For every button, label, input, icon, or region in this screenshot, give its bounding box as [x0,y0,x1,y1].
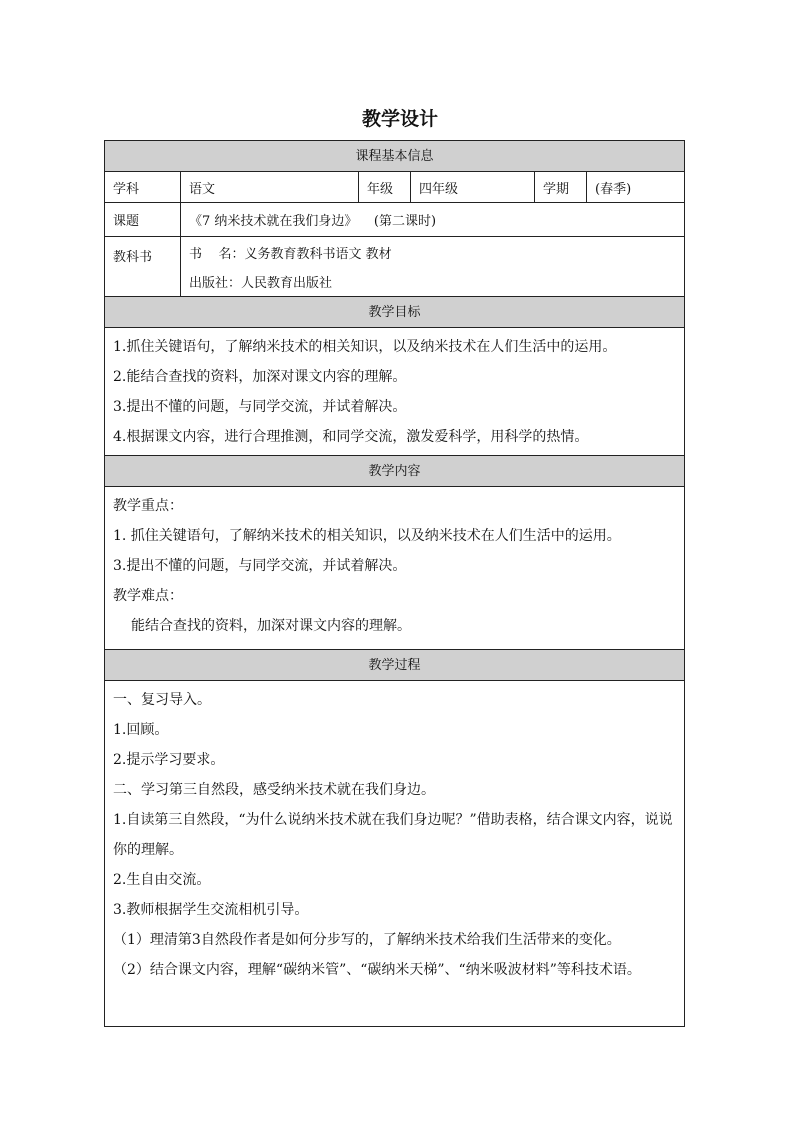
process-block [105,681,684,1026]
goal-item: 1.抓住关键语句，了解纳米技术的相关知识，以及纳米技术在人们生活中的运用。 [113,339,617,355]
textbook-label: 教科书 [105,237,181,296]
content-block [105,487,684,650]
subject-label: 学科 [105,172,181,202]
process-step: （2）结合课文内容，理解“碳纳米管”、“碳纳米天梯”、“纳米吸波材料”等科技术语。 [113,962,641,978]
publisher: 出版社：人民教育出版社 [189,275,333,291]
info-row [105,172,684,203]
term-value: (春季) [595,181,632,197]
topic-row [105,203,684,237]
process-step: 2.生自由交流。 [113,872,211,888]
topic-value: 《7 纳米技术就在我们身边》 (第二课时) [189,214,437,229]
goal-item: 3.提出不懂的问题，与同学交流，并试着解决。 [113,399,407,415]
process-step: 1.自读第三自然段，“为什么说纳米技术就在我们身边呢？”借助表格，结合课文内容，说说你的理解。 [113,812,673,858]
grade-value: 四年级 [411,172,535,202]
book-name: 书 名：义务教育教科书语文 教材 [189,246,392,262]
process-step: 1.回顾。 [113,722,169,738]
term-label: 学期 [535,172,587,202]
process-step: （1）理清第3自然段作者是如何分步写的，了解纳米技术给我们生活带来的变化。 [113,932,621,948]
textbook-details [181,237,684,296]
section-header-basic-info: 课程基本信息 [105,141,684,172]
process-step: 2.提示学习要求。 [113,752,225,768]
lesson-plan-table [104,140,685,1027]
textbook-row [105,237,684,297]
subject-value: 语文 [181,172,359,202]
grade-label: 年级 [359,172,411,202]
key-points-label: 教学重点： [113,498,183,514]
difficult-point-item: 能结合查找的资料，加深对课文内容的理解。 [131,618,411,634]
process-step: 3.教师根据学生交流相机引导。 [113,902,309,918]
key-point-item: 3.提出不懂的问题，与同学交流，并试着解决。 [113,558,407,574]
section-header-process: 教学过程 [105,650,684,681]
topic-label: 课题 [105,203,181,236]
goals-block [105,328,684,456]
document-title: 教学设计 [361,108,438,130]
process-step: 一、复习导入。 [113,692,211,708]
goal-item: 2.能结合查找的资料，加深对课文内容的理解。 [113,369,407,385]
section-header-content: 教学内容 [105,456,684,487]
process-step: 二、学习第三自然段，感受纳米技术就在我们身边。 [113,782,435,798]
difficult-points-label: 教学难点： [113,588,183,604]
goal-item: 4.根据课文内容，进行合理推测，和同学交流，激发爱科学，用科学的热情。 [113,429,589,445]
section-header-goals: 教学目标 [105,297,684,328]
key-point-item: 1. 抓住关键语句，了解纳米技术的相关知识，以及纳米技术在人们生活中的运用。 [113,528,621,544]
